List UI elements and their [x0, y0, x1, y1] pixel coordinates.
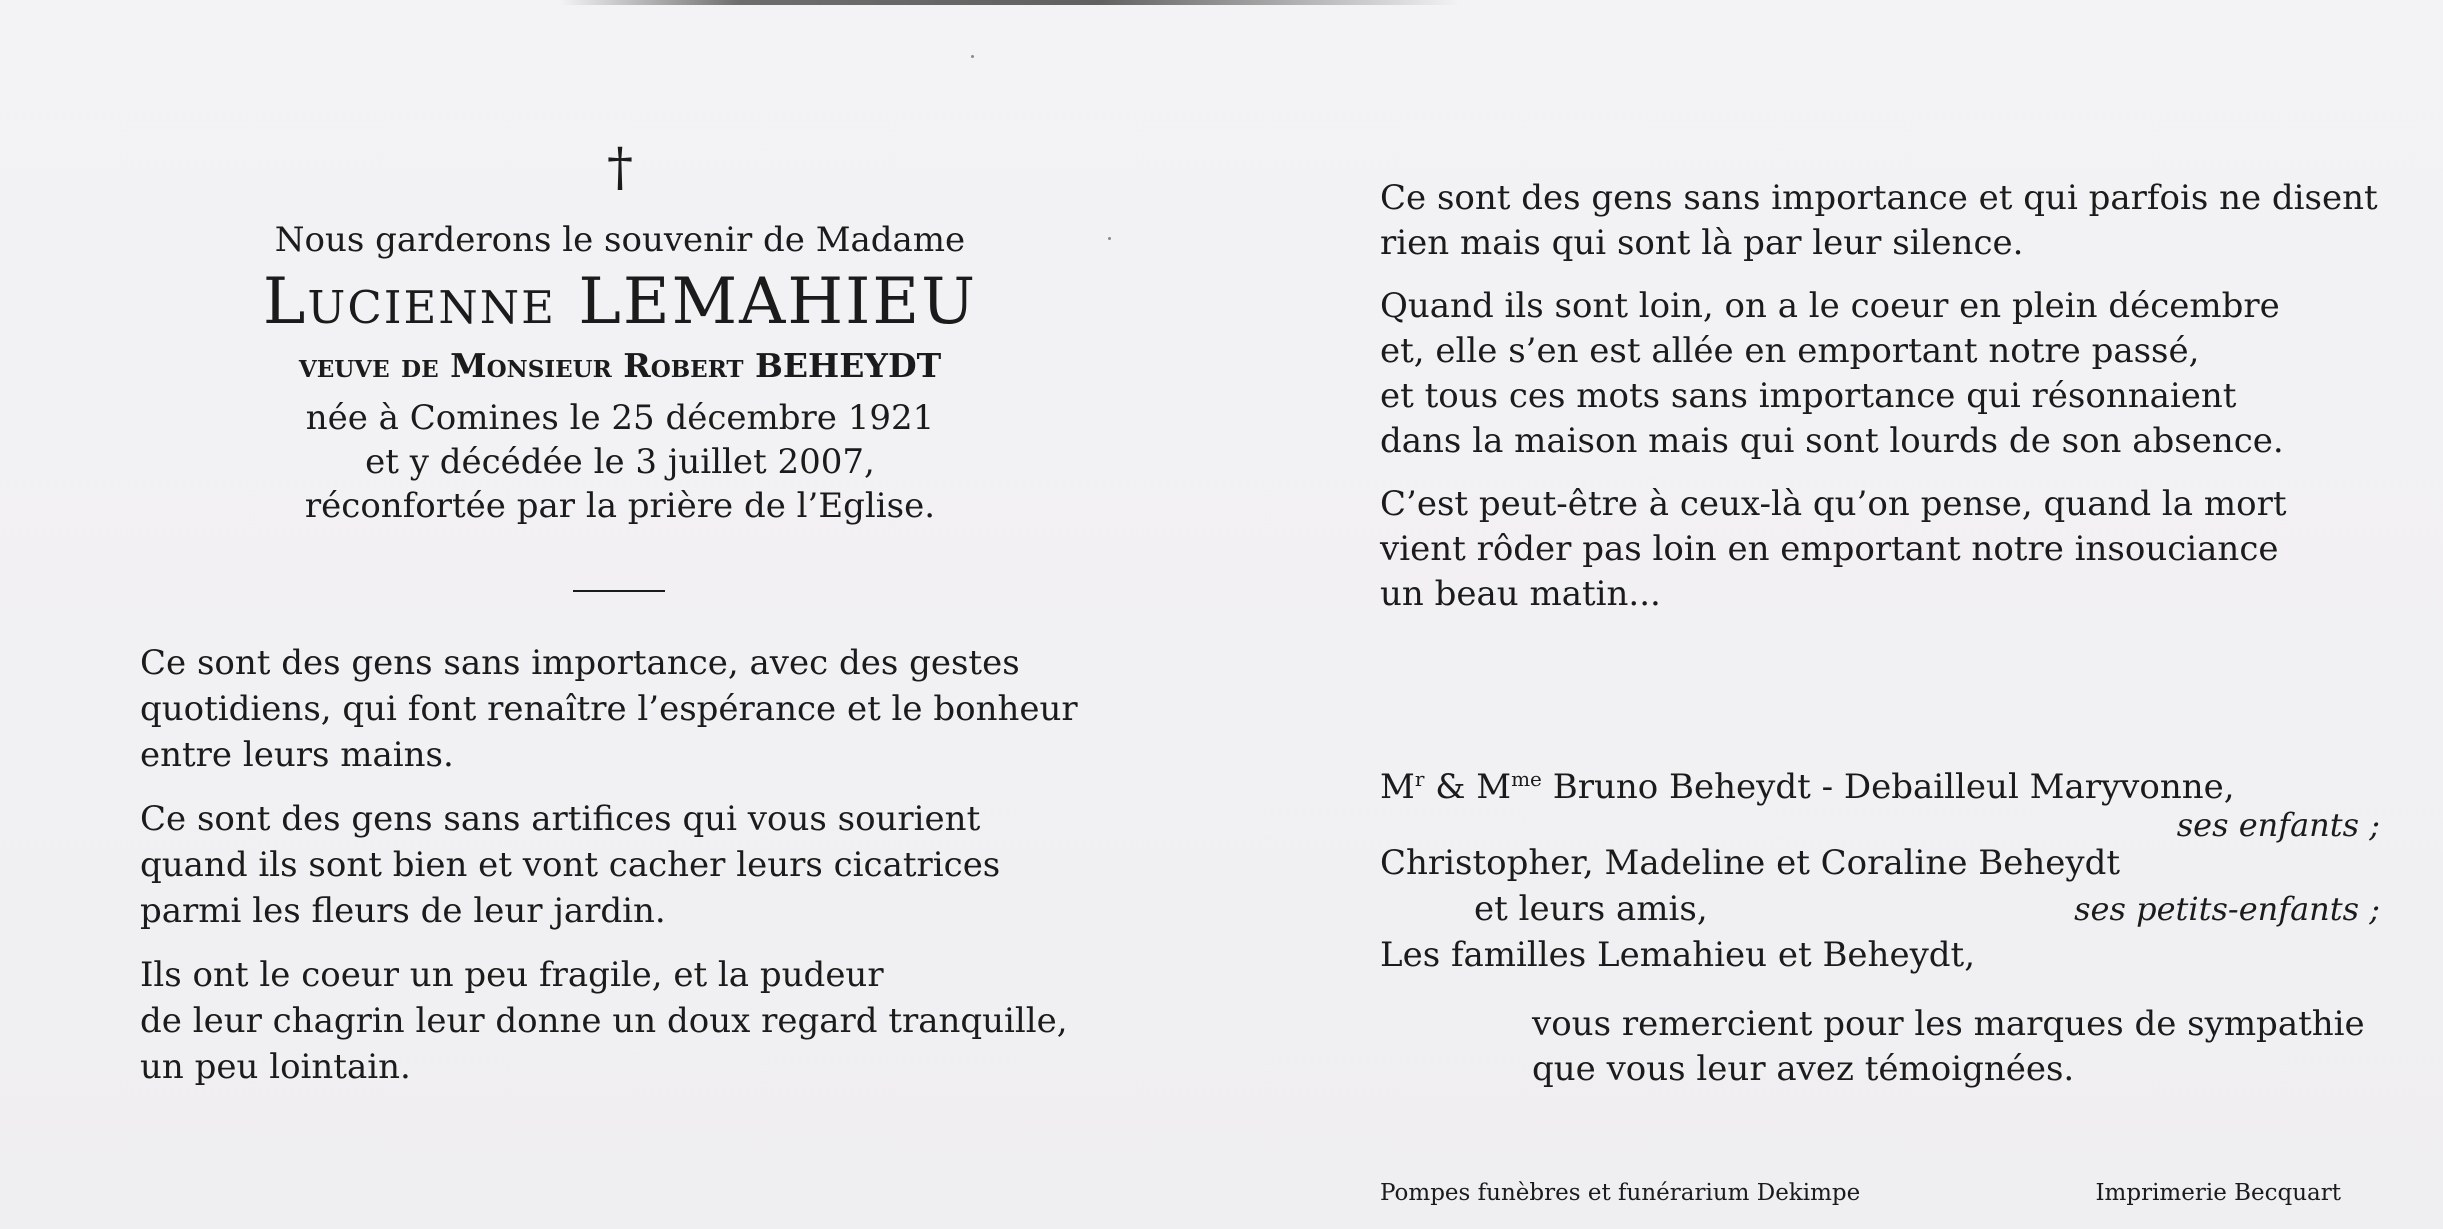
role-children: ses enfants ; — [2176, 806, 2380, 844]
poem-line: quand ils sont bien et vont cacher leurs cicatrices — [140, 845, 1001, 885]
thanks-block — [1532, 1002, 2392, 1092]
intro-line: Nous garderons le souvenir de Madame — [274, 220, 966, 260]
deceased-header — [160, 218, 1080, 528]
footer-funeral-home: Pompes funèbres et funérarium Dekimpe — [1380, 1180, 1861, 1206]
widow-of-line: veuve de Monsieur Robert BEHEYDT — [298, 346, 942, 385]
poem-left — [140, 640, 1140, 1108]
footer-printer: Imprimerie Becquart — [2095, 1180, 2341, 1206]
bio-line-comfort: réconfortée par la prière de l’Eglise. — [304, 486, 936, 526]
cross-icon: † — [607, 138, 633, 198]
poem-line: de leur chagrin leur donne un doux regard tranquille, — [140, 1001, 1068, 1041]
deceased-name: Lucienne LEMAHIEU — [262, 265, 978, 339]
poem-stanza — [140, 796, 1140, 934]
poem-line: Ce sont des gens sans importance et qui parfois ne disent — [1380, 178, 2378, 218]
poem-line: et tous ces mots sans importance qui résonnaient — [1380, 376, 2237, 416]
poem-stanza — [1380, 176, 2380, 266]
bio-line-death: et y décédée le 3 juillet 2007, — [365, 442, 875, 482]
family-row-grandchildren — [1380, 840, 2380, 886]
right-panel — [1240, 0, 2443, 1229]
poem-line: Ce sont des gens sans importance, avec des gestes — [140, 643, 1020, 683]
family-row-friends — [1380, 886, 2380, 932]
poem-line: vient rôder pas loin en emportant notre insouciance — [1380, 529, 2279, 569]
family-list — [1380, 764, 2380, 978]
families-line: Les familles Lemahieu et Beheydt, — [1380, 935, 1976, 975]
poem-stanza — [140, 640, 1140, 778]
poem-line: parmi les fleurs de leur jardin. — [140, 891, 666, 931]
poem-line: Quand ils sont loin, on a le coeur en plein décembre — [1380, 286, 2280, 326]
poem-line: entre leurs mains. — [140, 735, 454, 775]
bio-block — [160, 396, 1080, 528]
poem-line: un beau matin... — [1380, 574, 1661, 614]
family-row-role-children — [1380, 806, 2380, 844]
poem-line: rien mais qui sont là par leur silence. — [1380, 223, 2024, 263]
thanks-line: que vous leur avez témoignées. — [1532, 1049, 2075, 1089]
poem-line: un peu lointain. — [140, 1047, 411, 1087]
bio-line-birth: née à Comines le 25 décembre 1921 — [305, 398, 935, 438]
poem-stanza — [1380, 284, 2380, 464]
poem-stanza — [140, 952, 1140, 1090]
friends-line: et leurs amis, — [1474, 889, 1708, 929]
poem-stanza — [1380, 482, 2380, 617]
poem-line: dans la maison mais qui sont lourds de son absence. — [1380, 421, 2284, 461]
poem-right — [1380, 176, 2380, 635]
divider-rule — [573, 590, 665, 592]
poem-line: quotidiens, qui font renaître l’espérance et le bonheur — [140, 689, 1078, 729]
family-couple: $M^r$ & $M^{me}$ Bruno Beheydt - Debailleul Maryvonne, — [1380, 767, 2235, 807]
role-grandchildren: ses petits-enfants ; — [2074, 890, 2380, 928]
poem-line: Ce sont des gens sans artifices qui vous sourient — [140, 799, 981, 839]
thanks-line: vous remercient pour les marques de sympathie — [1532, 1004, 2365, 1044]
poem-line: Ils ont le coeur un peu fragile, et la pudeur — [140, 955, 884, 995]
poem-line: C’est peut-être à ceux-là qu’on pense, quand la mort — [1380, 484, 2287, 524]
poem-line: et, elle s’en est allée en emportant notre passé, — [1380, 331, 2200, 371]
family-row-families — [1380, 932, 2380, 978]
grandchildren-names: Christopher, Madeline et Coraline Beheydt — [1380, 843, 2121, 883]
